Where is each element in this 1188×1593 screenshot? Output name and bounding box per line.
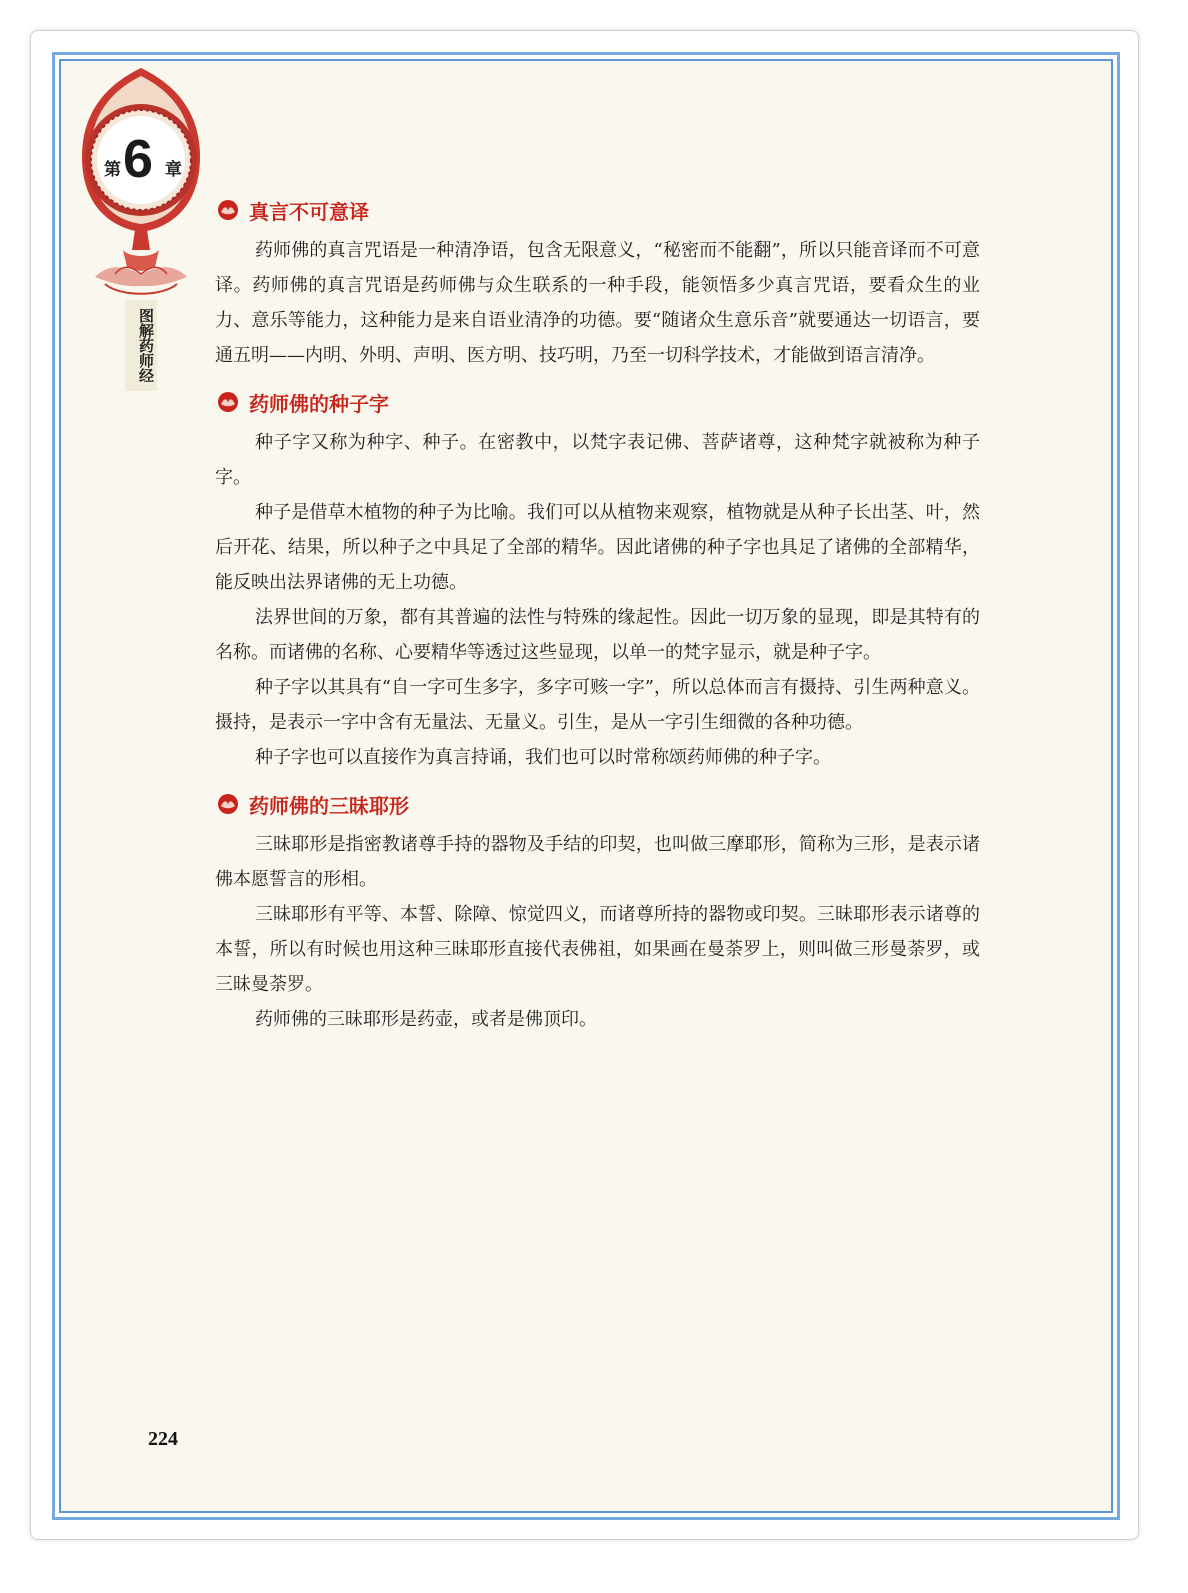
side-book-title: 图解药师经 bbox=[125, 300, 157, 391]
section-heading bbox=[215, 387, 980, 417]
section-3 bbox=[215, 789, 980, 1037]
chapter-badge bbox=[75, 62, 207, 302]
paragraph: 法界世间的万象，都有其普遍的法性与特殊的缘起性。因此一切万象的显现，即是其特有的名称。而诸佛的名称、心要精华等透过这些显现，以单一的梵字显示，就是种子字。 bbox=[215, 607, 980, 663]
paragraph: 三昧耶形有平等、本誓、除障、惊觉四义，而诸尊所持的器物或印契。三昧耶形表示诸尊的本誓，所以有时候也用这种三昧耶形直接代表佛祖，如果画在曼荼罗上，则叫做三形曼荼罗，或三昧曼荼罗。 bbox=[215, 904, 980, 995]
section-1 bbox=[215, 195, 980, 373]
paragraph: 种子字也可以直接作为真言持诵，我们也可以时常称颂药师佛的种子字。 bbox=[255, 747, 831, 768]
paragraph: 药师佛的真言咒语是一种清净语，包含无限意义，“秘密而不能翻”，所以只能音译而不可意译。药师佛的真言咒语是药师佛与众生联系的一种手段，能领悟多少真言咒语，要看众生的业力、意乐等能力，这种能力是来自语业清净的功德。要“随诸众生意乐音”就要通达一切语言，要通五明——内明、外明、声明、医方明、技巧明，乃至一切科学技术，才能做到语言清净。 bbox=[215, 240, 980, 366]
page-number: 224 bbox=[148, 1428, 178, 1450]
section-heading bbox=[215, 195, 980, 225]
section-title: 药师佛的种子字 bbox=[249, 391, 389, 416]
main-content bbox=[215, 195, 980, 1051]
section-heading bbox=[215, 789, 980, 819]
chapter-number: 6 bbox=[123, 129, 154, 189]
chapter-prefix: 第 bbox=[104, 160, 121, 180]
lotus-bullet-icon bbox=[215, 792, 241, 816]
paragraph: 种子字以其具有“自一字可生多字，多字可赅一字”，所以总体而言有摄持、引生两种意义。摄持，是表示一字中含有无量法、无量义。引生，是从一字引生细微的各种功德。 bbox=[215, 677, 980, 733]
paragraph: 种子字又称为种字、种子。在密教中，以梵字表记佛、菩萨诸尊，这种梵字就被称为种子字。 bbox=[215, 432, 980, 488]
section-title: 药师佛的三昧耶形 bbox=[249, 793, 409, 818]
section-title: 真言不可意译 bbox=[249, 199, 369, 224]
paragraph: 药师佛的三昧耶形是药壶，或者是佛顶印。 bbox=[255, 1009, 597, 1030]
paragraph: 三昧耶形是指密教诸尊手持的器物及手结的印契，也叫做三摩耶形，简称为三形，是表示诸佛本愿誓言的形相。 bbox=[215, 834, 980, 890]
paragraph: 种子是借草木植物的种子为比喻。我们可以从植物来观察，植物就是从种子长出茎、叶，然后开花、结果，所以种子之中具足了全部的精华。因此诸佛的种子字也具足了诸佛的全部精华，能反映出法界诸佛的无上功德。 bbox=[215, 502, 980, 593]
chapter-suffix: 章 bbox=[165, 160, 182, 180]
lotus-bullet-icon bbox=[215, 198, 241, 222]
section-2 bbox=[215, 387, 980, 775]
lotus-bullet-icon bbox=[215, 390, 241, 414]
